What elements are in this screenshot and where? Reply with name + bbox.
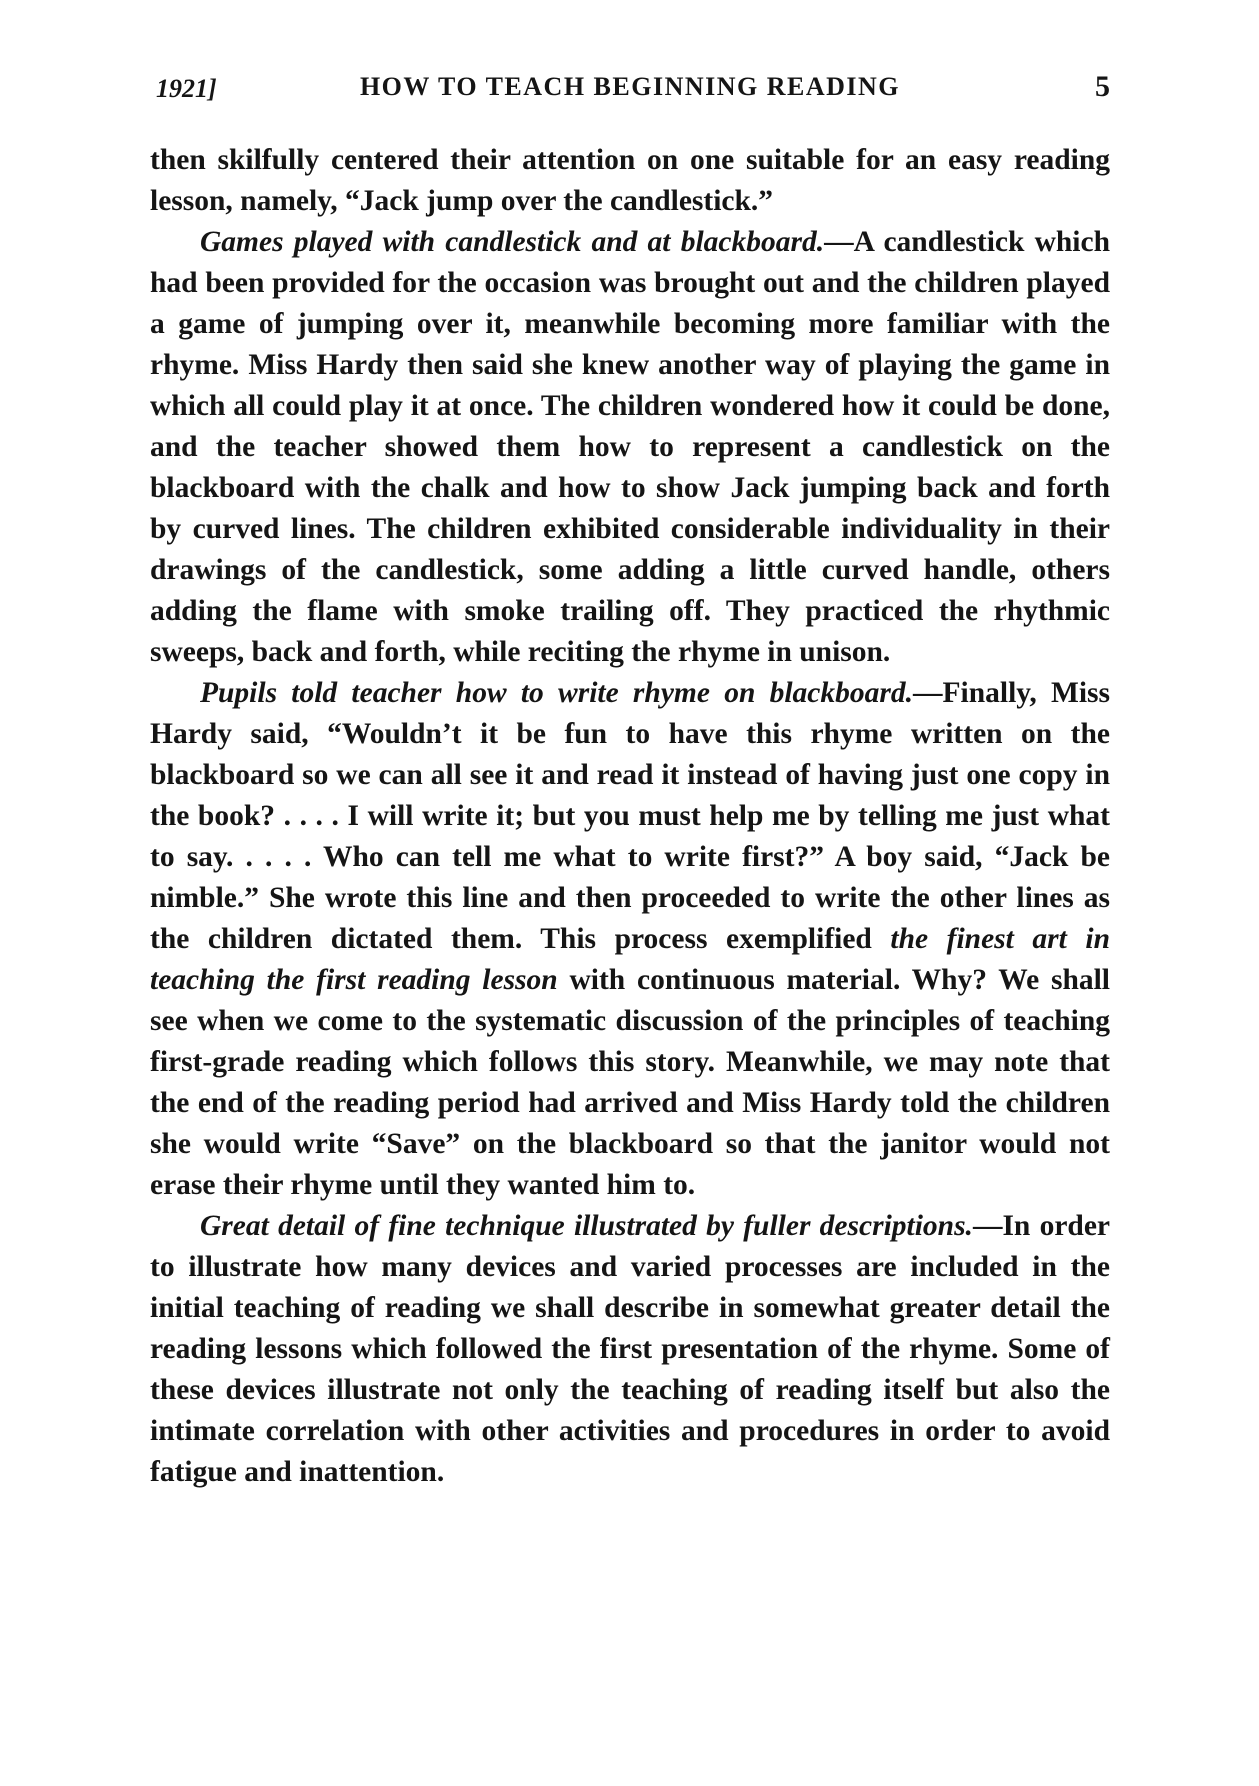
section-heading-pupils: Pupils told teacher how to write rhyme on blackboard. — [200, 677, 913, 709]
paragraph-text: with continuous material. Why? We shall see when we come to the systematic discussion of the principles of teaching first-grade reading which follows this story. Meanwhile, we may note that the end of the reading period had arrived and Miss Hardy told the children she would write “Save” on the blackboard so that the janitor would not erase their rhyme until they wanted him to. — [150, 964, 1110, 1201]
paragraph-text: then skilfully centered their attention on one suitable for an easy reading lesson, namely, “Jack jump over the candlestick.” — [150, 144, 1110, 217]
section-heading-detail: Great detail of fine technique illustrated by fuller descriptions. — [200, 1210, 973, 1242]
page-body — [150, 140, 1110, 1493]
section-heading-games: Games played with candlestick and at blackboard. — [200, 226, 825, 258]
paragraph-continuation — [150, 140, 1110, 222]
paragraph-games — [150, 222, 1110, 673]
running-title: HOW TO TEACH BEGINNING READING — [359, 72, 901, 101]
header-year: 1921] — [156, 74, 217, 103]
running-header — [150, 66, 1110, 106]
paragraph-text: —A candlestick which had been provided for the occasion was brought out and the children played a game of jumping over it, meanwhile becoming more familiar with the rhyme. Miss Hardy then said she knew another way of playing the game in which all could play it at once. The children wondered how it could be done, and the teacher showed them how to represent a candlestick on the blackboard with the chalk and how to show Jack jumping back and forth by curved lines. The children exhibited considerable individuality in their drawings of the candlestick, some adding a little curved handle, others adding the flame with smoke trailing off. They practiced the rhythmic sweeps, back and forth, while reciting the rhyme in unison. — [150, 226, 1111, 668]
paragraph-detail — [150, 1206, 1110, 1493]
paragraph-text: —Finally, Miss Hardy said, “Wouldn’t it be fun to have this rhyme written on the blackboard so we can all see it and read it instead of having just one copy in the book? . . . . I will write it; but you must help me by telling me just what to say. . . . . Who can tell me what to write first?” A boy said, “Jack be nimble.” She wrote this line and then proceeded to write the other lines as the children dictated them. This process exemplified — [150, 677, 1111, 955]
paragraph-pupils — [150, 673, 1110, 1206]
emphasis-phrase: the finest art in teaching the first reading lesson — [150, 923, 1111, 996]
paragraph-text: —In order to illustrate how many devices and varied processes are included in the initial teaching of reading we shall describe in somewhat greater detail the reading lessons which followed the first presentation of the rhyme. Some of these devices illustrate not only the teaching of reading itself but also the intimate correlation with other activities and procedures in order to avoid fatigue and inattention. — [150, 1210, 1111, 1488]
page-number: 5 — [1095, 70, 1110, 103]
